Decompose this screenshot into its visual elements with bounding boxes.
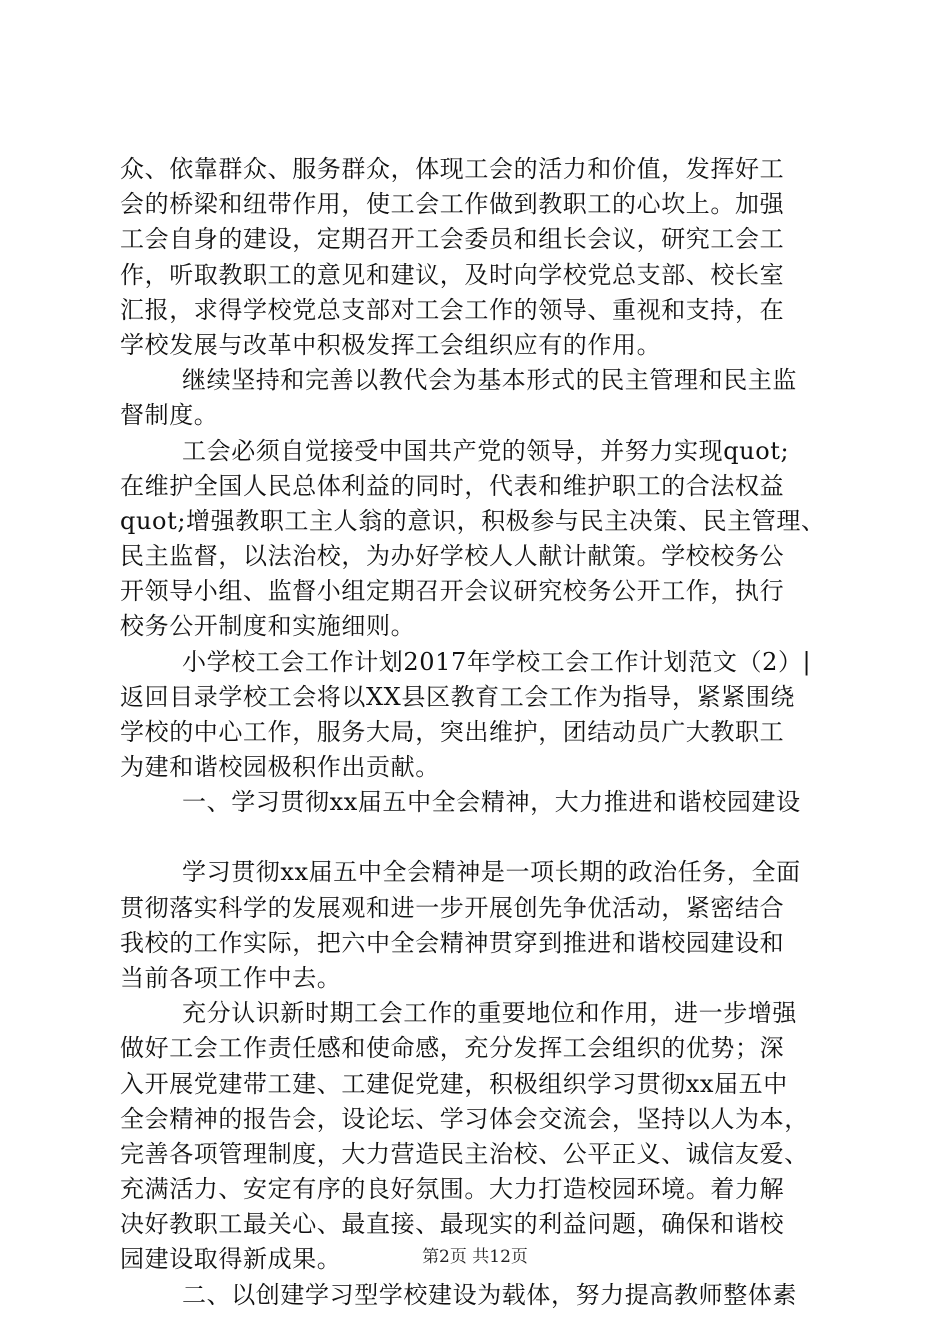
text-line: 民主监督，以法治校，为办好学校人人献计献策。学校校务公 (120, 542, 785, 571)
text-line: quot;增强教职工主人翁的意识，积极参与民主决策、民主管理、 (120, 506, 826, 535)
text-line: 一、学习贯彻xx届五中全会精神，大力推进和谐校园建设 (182, 788, 801, 817)
text-line: 充满活力、安定有序的良好氛围。大力打造校园环境。着力解 (120, 1175, 785, 1204)
text-line: 校务公开制度和实施细则。 (120, 612, 416, 641)
text-line: 工会必须自觉接受中国共产党的领导，并努力实现quot; (182, 436, 790, 465)
text-line: 众、依靠群众、服务群众，体现工会的活力和价值，发挥好工 (120, 155, 785, 183)
page-footer: 第2页 共12页 (422, 1247, 528, 1267)
text-line: 完善各项管理制度，大力营造民主治校、公平正义、诚信友爱、 (120, 1139, 809, 1168)
text-line: 会的桥梁和纽带作用，使工会工作做到教职工的心坎上。加强 (120, 190, 785, 219)
text-line: 作，听取教职工的意见和建议，及时向学校党总支部、校长室 (120, 260, 785, 289)
text-line: 督制度。 (120, 401, 219, 430)
text-line: 当前各项工作中去。 (120, 963, 342, 992)
text-line: 学习贯彻xx届五中全会精神是一项长期的政治任务，全面 (182, 858, 801, 887)
text-line: 充分认识新时期工会工作的重要地位和作用，进一步增强 (182, 999, 797, 1028)
text-line: 学校发展与改革中积极发挥工会组织应有的作用。 (120, 330, 662, 359)
text-line: 园建设取得新成果。 (120, 1245, 342, 1274)
text-line: 我校的工作实际，把六中全会精神贯穿到推进和谐校园建设和 (120, 928, 785, 957)
text-line: 小学校工会工作计划2017年学校工会工作计划范文（2）| (182, 647, 812, 676)
text-line: 为建和谐校园极积作出贡献。 (120, 753, 440, 782)
document-body (120, 152, 836, 1313)
text-line: 做好工会工作责任感和使命感，充分发挥工会组织的优势；深 (120, 1034, 785, 1063)
text-line: 二、以创建学习型学校建设为载体，努力提高教师整体素 (182, 1280, 797, 1309)
text-line: 决好教职工最关心、最直接、最现实的利益问题，确保和谐校 (120, 1210, 785, 1239)
text-line: 汇报，求得学校党总支部对工会工作的领导、重视和支持，在 (120, 295, 785, 324)
text-line: 开领导小组、监督小组定期召开会议研究校务公开工作，执行 (120, 577, 785, 606)
text-line: 继续坚持和完善以教代会为基本形式的民主管理和民主监 (182, 366, 797, 395)
text-line: 工会自身的建设，定期召开工会委员和组长会议，研究工会工 (120, 225, 785, 254)
text-line: 在维护全国人民总体利益的同时，代表和维护职工的合法权益 (120, 471, 785, 500)
text-line: 返回目录学校工会将以XX县区教育工会工作为指导，紧紧围绕 (120, 682, 795, 711)
text-line: 全会精神的报告会，设论坛、学习体会交流会，坚持以人为本， (120, 1104, 809, 1133)
text-line: 学校的中心工作，服务大局，突出维护，团结动员广大教职工 (120, 718, 785, 746)
text-line: 贯彻落实科学的发展观和进一步开展创先争优活动，紧密结合 (120, 893, 785, 922)
text-line: 入开展党建带工建、工建促党建，积极组织学习贯彻xx届五中 (120, 1069, 788, 1098)
